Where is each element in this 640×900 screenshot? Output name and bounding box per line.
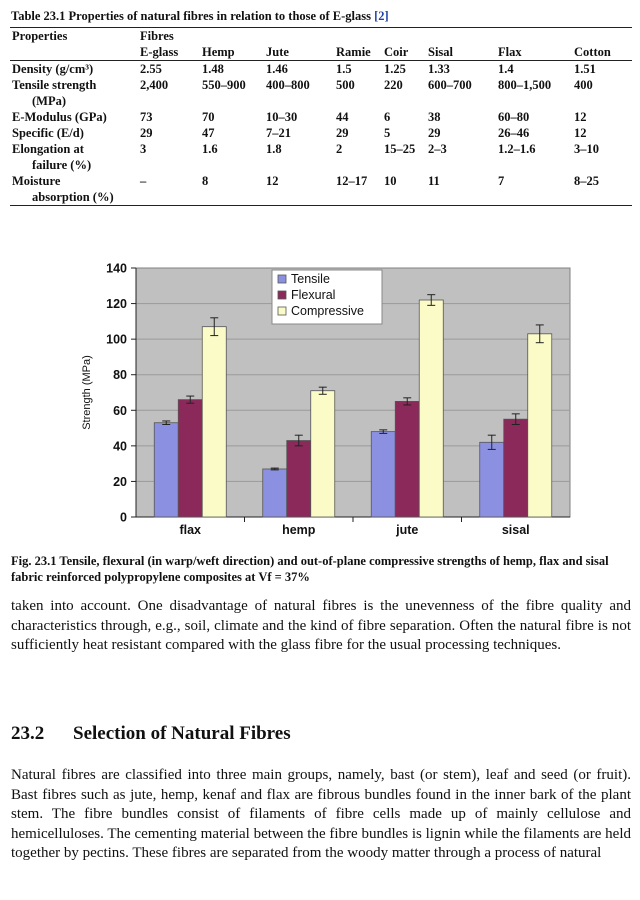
table-cell: 1.51	[574, 62, 596, 76]
strength-bar-chart	[64, 256, 584, 546]
section-heading	[11, 723, 631, 745]
row-label	[10, 77, 138, 109]
table-cell: 1.6	[202, 142, 218, 156]
table-row	[10, 77, 632, 109]
y-tick-label: 100	[106, 332, 127, 347]
table-cell: 2,400	[140, 78, 169, 92]
bar-compressive-jute	[419, 300, 443, 517]
table-cell: 8–25	[574, 174, 599, 188]
properties-table	[10, 27, 632, 206]
bar-tensile-hemp	[263, 469, 287, 517]
table-cell: 1.4	[498, 62, 514, 76]
bar-flexural-flax	[178, 400, 202, 517]
legend-swatch	[278, 307, 286, 315]
table-cell: 7	[498, 174, 505, 188]
table-cell: 12	[574, 126, 587, 140]
paragraph-selection: Natural fibres are classified into three main groups, namely, bast (or stem), leaf and seed (or fruit). Bast fibres such as jute, hemp, kenaf and flax are fibrous bundles found in the inner bark of the plant stem. The fibre bundles consist of filaments of fibre cells made up of mainly cellulose and hemicelluloses. The cementing material between the fibre bundles is lignin while the filaments are held together by pectins. These fibres are separated from the woody matter through a process of natural	[11, 767, 631, 861]
y-tick-label: 0	[120, 510, 127, 525]
legend-label: Flexural	[291, 288, 336, 302]
table-caption	[11, 9, 631, 24]
y-tick-label: 40	[113, 439, 127, 454]
y-tick-label: 140	[106, 261, 127, 276]
table-cell: 1.33	[428, 62, 450, 76]
table-cell: 800–1,500	[498, 78, 552, 92]
table-cell: 550–900	[202, 78, 246, 92]
bar-compressive-sisal	[528, 334, 552, 517]
bar-flexural-jute	[395, 401, 419, 517]
table-cell: 15–25	[384, 142, 416, 156]
x-tick-label: flax	[179, 523, 202, 537]
paragraph-intro: taken into account. One disadvantage of natural fibres is the unevenness of the fibre quality and characteristics through, e.g., soil, climate and the kind of fibre separation. Often the natural fibre is not sufficiently heat resistant compared with the glass fibre for the usual processing techniques.	[11, 598, 631, 653]
table-cell: 1.48	[202, 62, 224, 76]
table-cell: 1.46	[266, 62, 288, 76]
table-cell: 400	[574, 78, 593, 92]
row-label-main: Tensile strength	[12, 78, 97, 92]
table-cell: 29	[336, 126, 349, 140]
table-caption-ref[interactable]: [2]	[374, 9, 389, 23]
table-cell: 29	[428, 126, 441, 140]
bar-compressive-hemp	[311, 391, 335, 517]
table-row	[10, 141, 632, 173]
table-cell: 29	[140, 126, 153, 140]
column-header-e-glass: E-glass	[138, 44, 200, 61]
table-cell: 12	[574, 110, 587, 124]
row-label	[10, 61, 138, 78]
legend-label: Tensile	[291, 272, 330, 286]
table-cell: 26–46	[498, 126, 530, 140]
x-tick-label: jute	[396, 523, 419, 537]
row-label-sub: (MPa)	[32, 94, 67, 108]
legend-swatch	[278, 291, 286, 299]
table-cell: 5	[384, 126, 391, 140]
column-header-flax: Flax	[496, 44, 572, 61]
table-cell: 38	[428, 110, 441, 124]
column-header-coir: Coir	[382, 44, 426, 61]
properties-header: Properties	[12, 29, 68, 43]
bar-flexural-hemp	[287, 441, 311, 517]
x-tick-label: sisal	[501, 523, 530, 537]
table-cell: 10–30	[266, 110, 298, 124]
table-cell: 47	[202, 126, 215, 140]
table-row	[10, 125, 632, 141]
table-row	[10, 173, 632, 206]
table-cell: 8	[202, 174, 209, 188]
table-cell: 60–80	[498, 110, 530, 124]
table-cell: 73	[140, 110, 153, 124]
row-label-sub: failure (%)	[32, 158, 92, 172]
row-label	[10, 141, 138, 173]
table-cell: 220	[384, 78, 403, 92]
row-label-main: Elongation at	[12, 142, 84, 156]
table-cell: 2–3	[428, 142, 447, 156]
y-tick-label: 120	[106, 297, 127, 312]
column-header-cotton: Cotton	[572, 44, 632, 61]
table-cell: 12–17	[336, 174, 368, 188]
table-cell: 3	[140, 142, 147, 156]
table-cell: 2	[336, 142, 343, 156]
table-cell: 1.8	[266, 142, 282, 156]
table-cell: 1.5	[336, 62, 352, 76]
row-label	[10, 109, 138, 125]
table-cell: 6	[384, 110, 391, 124]
table-cell: 11	[428, 174, 440, 188]
table-caption-text: Table 23.1 Properties of natural fibres in relation to those of E-glass	[11, 9, 371, 23]
table-cell: 500	[336, 78, 355, 92]
table-row	[10, 109, 632, 125]
table-cell: 2.55	[140, 62, 162, 76]
table-cell: 70	[202, 110, 215, 124]
column-header-hemp: Hemp	[200, 44, 264, 61]
table-cell: 400–800	[266, 78, 310, 92]
row-label-sub: absorption (%)	[32, 190, 114, 204]
table-cell: 44	[336, 110, 349, 124]
figure-caption: Fig. 23.1 Tensile, flexural (in warp/weft direction) and out-of-plane compressive strengths of hemp, flax and sisal fabric reinforced polypropylene composites at Vf = 37%	[11, 554, 609, 584]
column-header-jute: Jute	[264, 44, 334, 61]
row-label-main: Specific (E/d)	[12, 126, 84, 140]
y-axis-label: Strength (MPa)	[81, 355, 93, 430]
table-cell: 3–10	[574, 142, 599, 156]
legend-swatch	[278, 275, 286, 283]
x-tick-label: hemp	[282, 523, 316, 537]
table-cell: 7–21	[266, 126, 291, 140]
column-header-ramie: Ramie	[334, 44, 382, 61]
section-title: Selection of Natural Fibres	[73, 723, 291, 744]
row-label	[10, 173, 138, 206]
table-cell: 600–700	[428, 78, 472, 92]
legend-label: Compressive	[291, 304, 364, 318]
table-row	[10, 61, 632, 78]
bar-compressive-flax	[202, 327, 226, 517]
table-cell: –	[140, 174, 147, 188]
row-label-main: E-Modulus (GPa)	[12, 110, 107, 124]
row-label-main: Density (g/cm³)	[12, 62, 94, 76]
table-cell: 1.25	[384, 62, 406, 76]
y-tick-label: 80	[113, 368, 127, 383]
section-number: 23.2	[11, 723, 45, 744]
column-header-sisal: Sisal	[426, 44, 496, 61]
chart-svg	[64, 256, 584, 546]
properties-header-spacer	[10, 44, 138, 61]
row-label	[10, 125, 138, 141]
row-label-main: Moisture	[12, 174, 61, 188]
bar-tensile-sisal	[480, 442, 504, 517]
bar-tensile-flax	[154, 423, 178, 517]
y-tick-label: 60	[113, 403, 127, 418]
fibres-group-header: Fibres	[140, 29, 174, 43]
bar-tensile-jute	[371, 432, 395, 517]
bar-flexural-sisal	[504, 419, 528, 517]
table-cell: 1.2–1.6	[498, 142, 536, 156]
table-cell: 10	[384, 174, 397, 188]
table-cell: 12	[266, 174, 279, 188]
y-tick-label: 20	[113, 474, 127, 489]
